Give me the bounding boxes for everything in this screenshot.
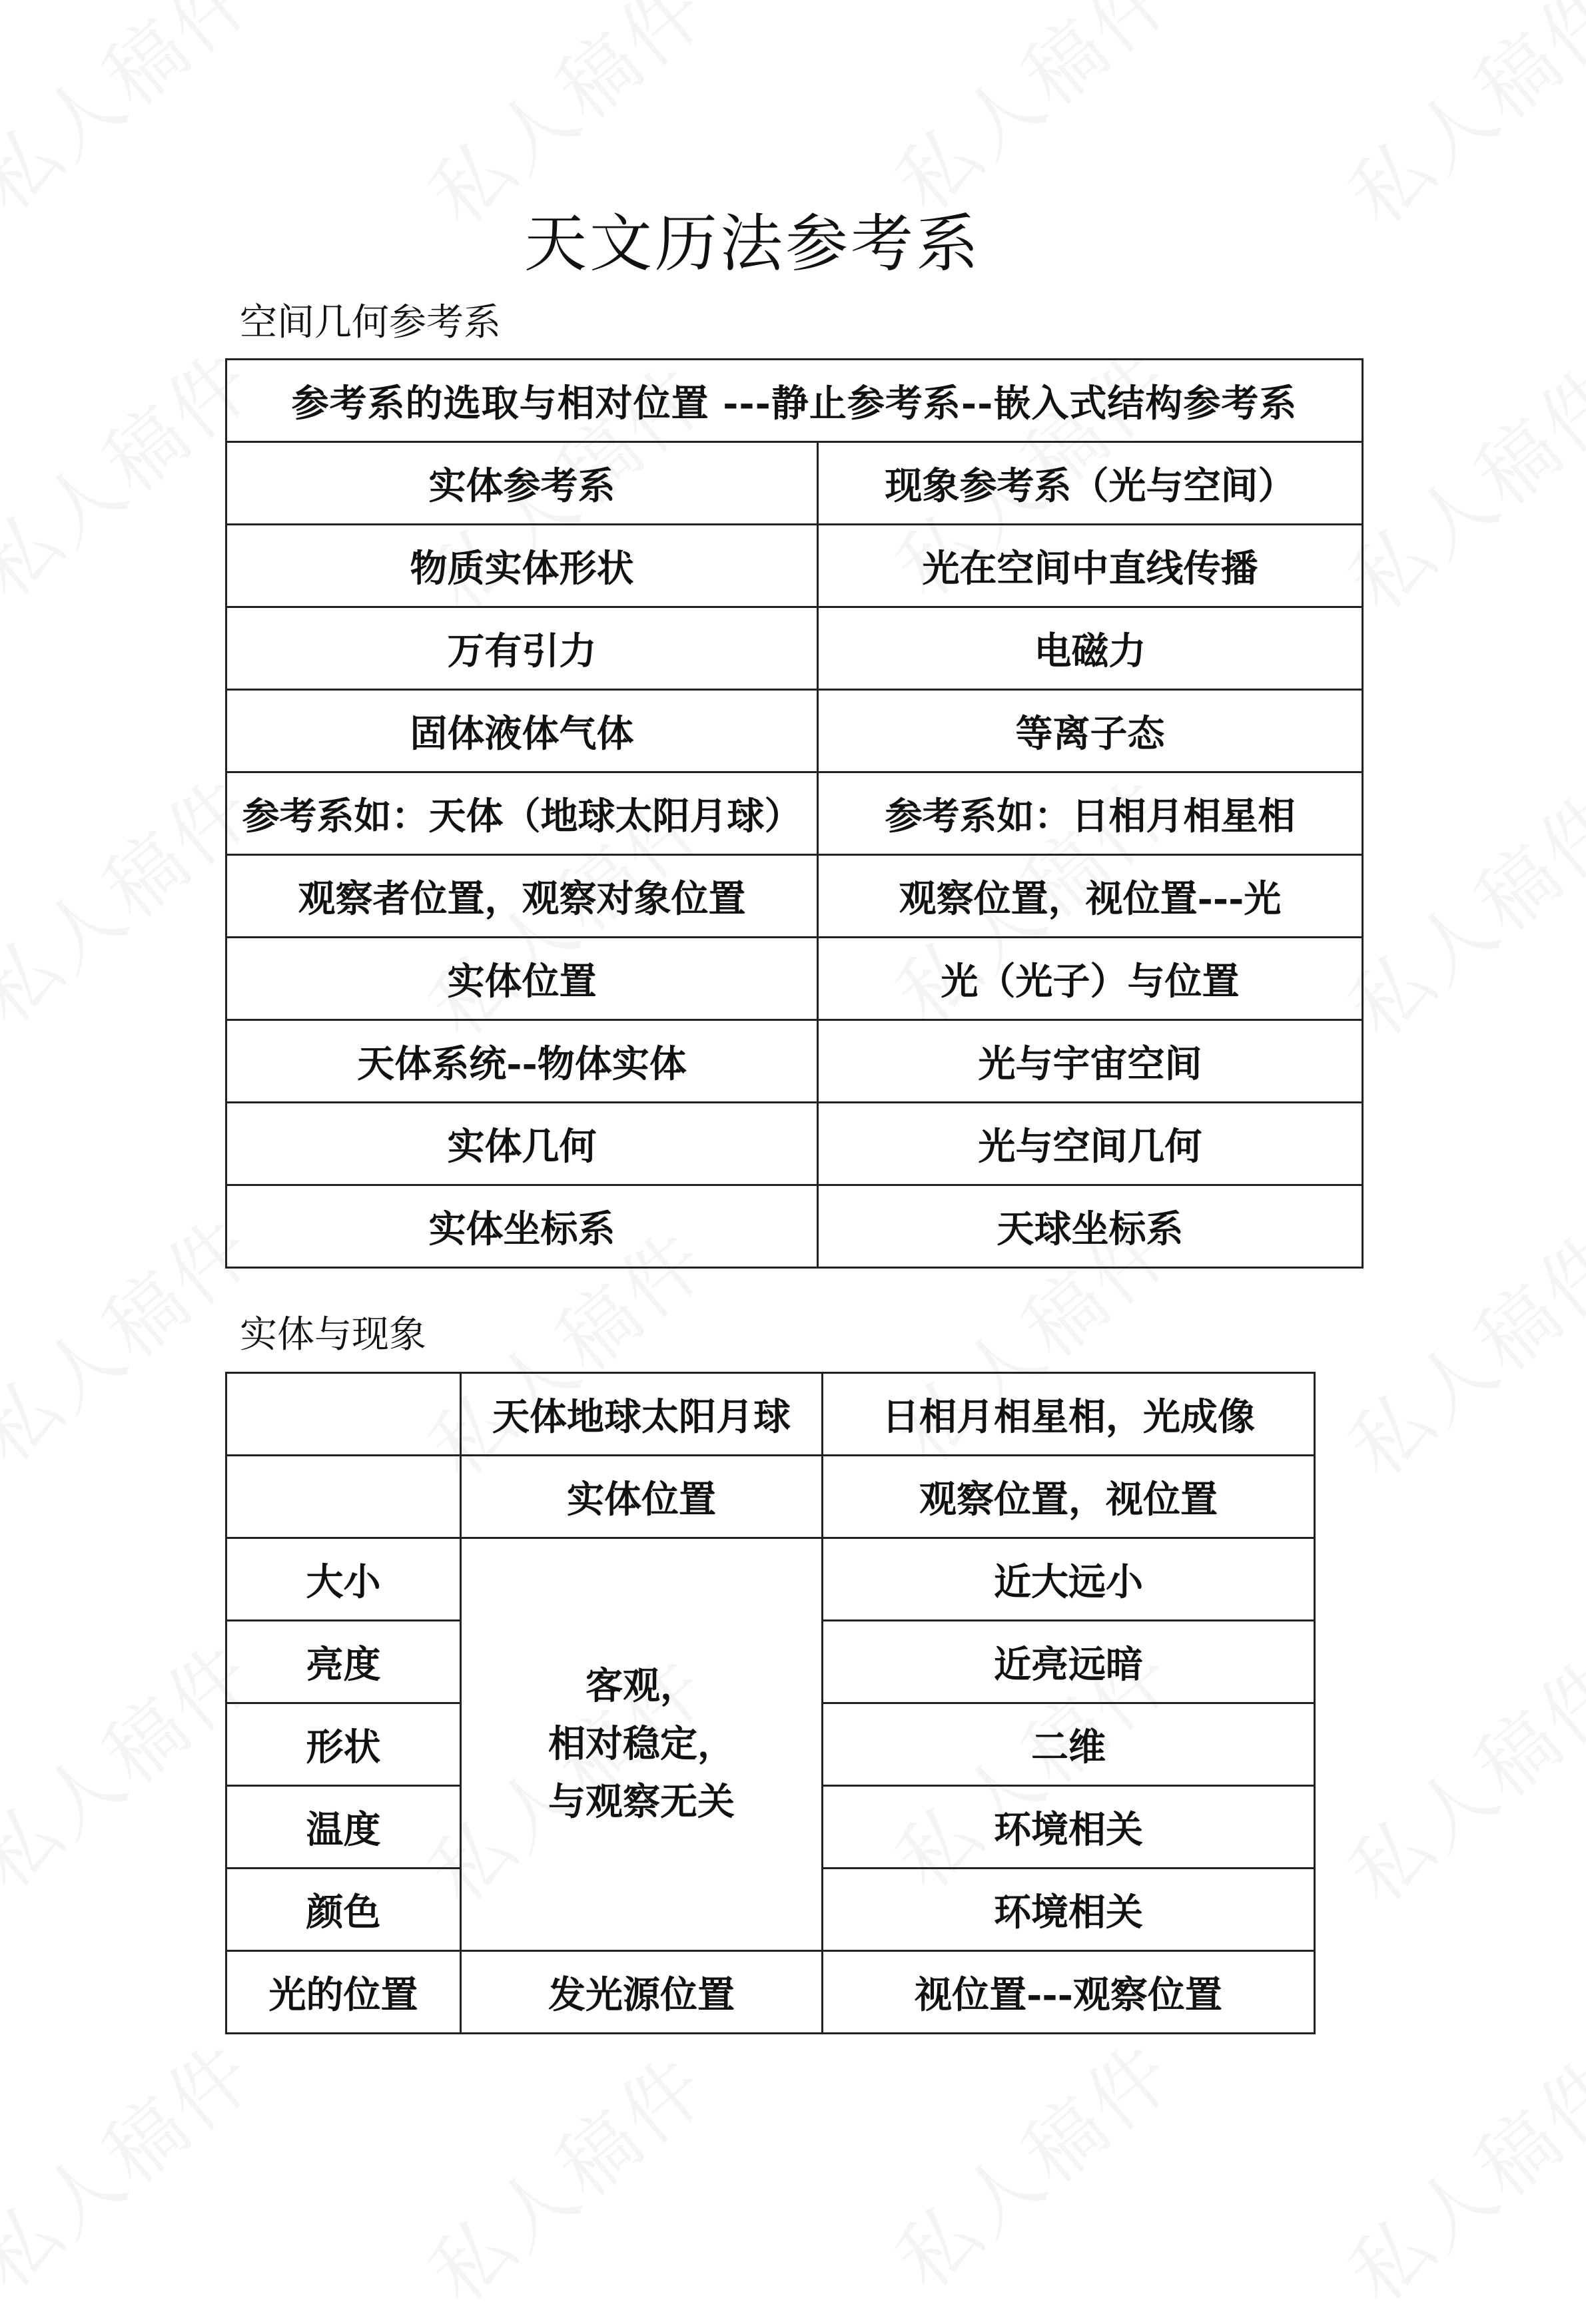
reference-frame-table [225,358,1364,1269]
table-cell: 观察位置，视位置---光 [818,855,1363,938]
table-cell: 参考系如：日相月相星相 [818,772,1363,855]
merged-line: 与观察无关 [548,1779,735,1824]
attribute-cell: 颜色 [226,1869,461,1951]
entity-phenomenon-table [225,1372,1316,2034]
table-cell: 万有引力 [226,607,818,690]
table-cell: 发光源位置 [461,1951,823,2034]
section-heading-spatial-geometry: 空间几何参考系 [240,301,501,344]
table-cell: 实体位置 [226,938,818,1020]
table-row [226,938,1363,1020]
table-cell: 现象参考系（光与空间） [818,442,1363,525]
table-header-cell: 参考系的选取与相对位置 ---静止参考系--嵌入式结构参考系 [226,360,1363,442]
table-row [226,1951,1315,2034]
table-cell: 光与空间几何 [818,1103,1363,1185]
table-cell: 实体位置 [461,1456,823,1538]
table-cell: 电磁力 [818,607,1363,690]
document-title: 天文历法参考系 [524,208,981,280]
table-row [226,442,1363,525]
table-cell: 物质实体形状 [226,525,818,607]
attribute-cell: 形状 [226,1703,461,1786]
table-cell: 天体地球太阳月球 [461,1373,823,1456]
table-cell: 实体坐标系 [226,1185,818,1268]
table-row [226,1103,1363,1185]
table-cell: 光在空间中直线传播 [818,525,1363,607]
attribute-cell: 大小 [226,1538,461,1621]
entity-merged-cell [461,1538,823,1951]
table-row [226,1538,1315,1621]
section-heading-entity-phenomenon: 实体与现象 [240,1313,426,1356]
table-cell: 光（光子）与位置 [818,938,1363,1020]
table-cell-empty [226,1456,461,1538]
table-row [226,1185,1363,1268]
table-header-row [226,360,1363,442]
table-row [226,607,1363,690]
table-cell: 观察者位置，观察对象位置 [226,855,818,938]
table-row [226,690,1363,772]
table-row [226,525,1363,607]
table-cell: 等离子态 [818,690,1363,772]
table-cell: 实体参考系 [226,442,818,525]
attribute-cell: 温度 [226,1786,461,1869]
table-cell: 观察位置，视位置 [823,1456,1315,1538]
table-cell: 固体液体气体 [226,690,818,772]
table-cell: 光与宇宙空间 [818,1020,1363,1103]
table-cell: 实体几何 [226,1103,818,1185]
phenomenon-cell: 二维 [823,1703,1315,1786]
table-row [226,855,1363,938]
table-cell: 天体系统--物体实体 [226,1020,818,1103]
table-header-row [226,1456,1315,1538]
table-header-row [226,1373,1315,1456]
attribute-cell: 亮度 [226,1621,461,1703]
table-row [226,772,1363,855]
table-cell-empty [226,1373,461,1456]
table-cell: 日相月相星相，光成像 [823,1373,1315,1456]
phenomenon-cell: 环境相关 [823,1869,1315,1951]
merged-line: 相对稳定， [548,1722,735,1767]
table-cell: 参考系如：天体（地球太阳月球） [226,772,818,855]
table-cell: 天球坐标系 [818,1185,1363,1268]
phenomenon-cell: 近亮远暗 [823,1621,1315,1703]
table-row [226,1020,1363,1103]
phenomenon-cell: 视位置---观察位置 [823,1951,1315,2034]
phenomenon-cell: 环境相关 [823,1786,1315,1869]
merged-line: 客观， [586,1664,697,1709]
attribute-cell: 光的位置 [226,1951,461,2034]
phenomenon-cell: 近大远小 [823,1538,1315,1621]
